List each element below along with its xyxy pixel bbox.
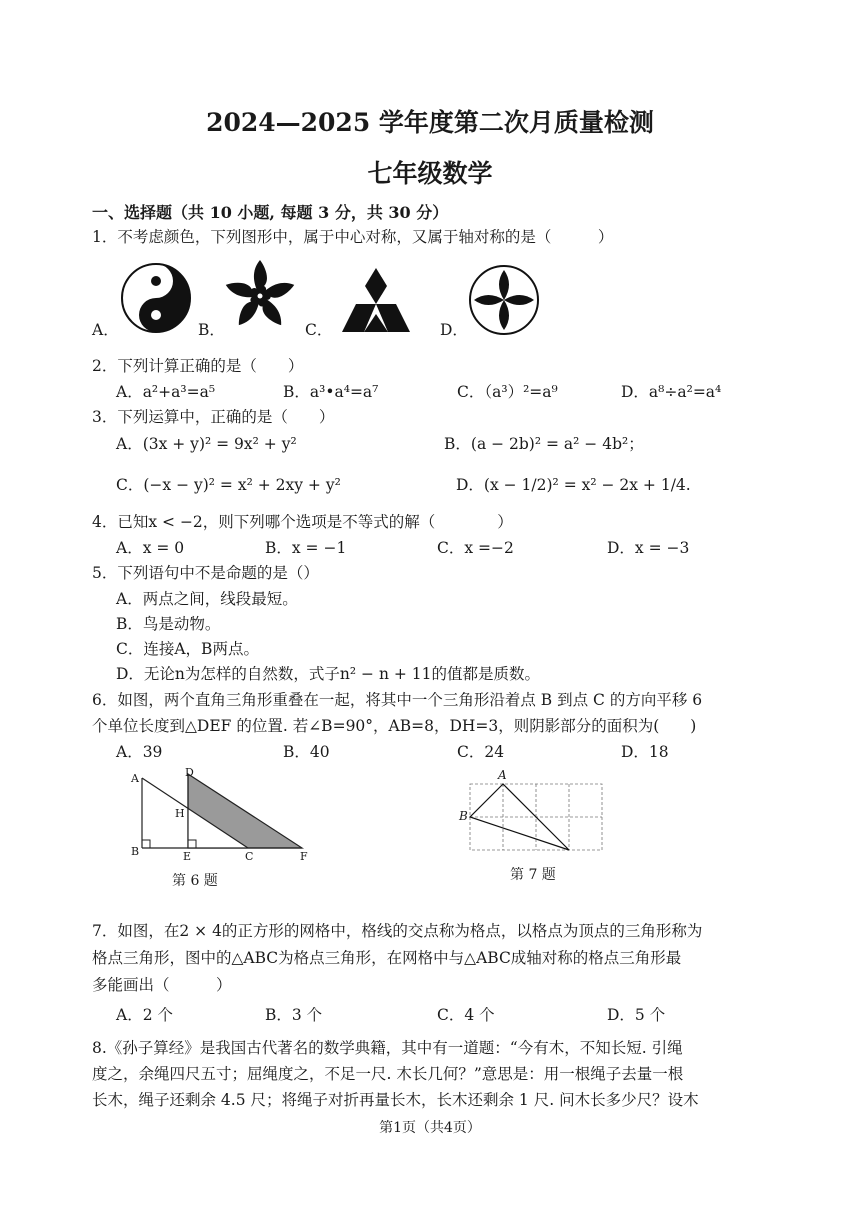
question-1-stem: 1．不考虑颜色，下列图形中，属于中心对称，又属于轴对称的是（ ） xyxy=(92,228,614,246)
q7-option-d: D．5 个 xyxy=(607,1006,666,1024)
q2-option-d: D．a⁸÷a²=a⁴ xyxy=(621,383,722,401)
q6-label-c: C xyxy=(245,850,254,863)
q5-option-a: A．两点之间，线段最短。 xyxy=(116,590,298,608)
q6-option-d: D．18 xyxy=(621,743,669,761)
four-petal-figure xyxy=(468,264,540,336)
q1-label-d: D． xyxy=(440,321,468,339)
question-8-line1: 8.《孙子算经》是我国古代著名的数学典籍，其中有一道题：“今有木，不知长短. 引绳 xyxy=(92,1039,683,1057)
section-heading: 一、选择题（共 10 小题, 每题 3 分，共 30 分） xyxy=(92,203,449,222)
bauhinia-figure xyxy=(222,258,298,334)
q7-option-a: A．2 个 xyxy=(116,1006,173,1024)
q6-option-b: B．40 xyxy=(283,743,330,761)
q2-option-b: B．a³•a⁴=a⁷ xyxy=(283,383,379,401)
question-8-line2: 度之，余绳四尺五寸；屈绳度之，不足一尺. 木长几何？”意思是：用一根绳子去量一根 xyxy=(92,1065,684,1083)
q2-option-c: C．（a³）²=a⁹ xyxy=(457,383,558,401)
q6-caption: 第 6 题 xyxy=(172,873,218,889)
q6-label-d: D xyxy=(185,766,194,779)
question-6-stem-line1: 6．如图，两个直角三角形重叠在一起，将其中一个三角形沿着点 B 到点 C 的方向平移 6 xyxy=(92,691,703,709)
exam-subtitle: 七年级数学 xyxy=(367,159,493,188)
q1-label-a: A． xyxy=(92,321,119,339)
q6-label-h: H xyxy=(175,807,185,820)
q6-label-a: A xyxy=(131,772,139,785)
q2-option-a: A．a²+a³=a⁵ xyxy=(116,383,216,401)
q6-triangles-figure xyxy=(124,764,314,864)
q6-label-b: B xyxy=(131,845,140,858)
page-number: 第1页（共4页） xyxy=(379,1120,481,1136)
q3-option-a: A．(3x + y)² = 9x² + y² xyxy=(116,435,297,453)
q6-option-a: A．39 xyxy=(116,743,163,761)
q7-caption: 第 7 题 xyxy=(510,867,556,883)
question-2-stem: 2．下列计算正确的是（ ） xyxy=(92,357,304,375)
question-7-stem-line1: 7．如图，在2 × 4的正方形的网格中，格线的交点称为格点，以格点为顶点的三角形称为 xyxy=(92,922,703,940)
q4-option-b: B．x = −1 xyxy=(265,539,347,557)
q7-label-a: A xyxy=(498,768,507,782)
q1-label-c: C． xyxy=(305,321,333,339)
q3-option-c: C．(−x − y)² = x² + 2xy + y² xyxy=(116,476,341,494)
q7-grid-figure xyxy=(468,776,608,856)
q5-option-c: C．连接A，B两点。 xyxy=(116,640,259,658)
three-diamonds-figure xyxy=(332,268,420,334)
q5-option-b: B．鸟是动物。 xyxy=(116,615,221,633)
q4-option-a: A．x = 0 xyxy=(116,539,185,557)
question-7-stem-line3: 多能画出（ ） xyxy=(92,976,232,994)
question-6-stem-line2: 个单位长度到△DEF 的位置. 若∠B=90°，AB=8，DH=3，则阴影部分的面积为( ) xyxy=(92,717,697,735)
question-3-stem: 3．下列运算中，正确的是（ ） xyxy=(92,408,335,426)
q1-label-b: B． xyxy=(198,321,225,339)
question-7-stem-line2: 格点三角形，图中的△ABC为格点三角形，在网格中与△ABC成轴对称的格点三角形最 xyxy=(92,949,682,967)
q3-option-b: B．(a − 2b)² = a² − 4b²； xyxy=(444,435,644,453)
q5-option-d: D．无论n为怎样的自然数，式子n² − n + 11的值都是质数。 xyxy=(116,665,540,683)
q3-option-d: D．(x − 1/2)² = x² − 2x + 1/4. xyxy=(456,476,691,494)
q6-option-c: C．24 xyxy=(457,743,505,761)
question-5-stem: 5．下列语句中不是命题的是（） xyxy=(92,564,319,582)
q7-option-c: C．4 个 xyxy=(437,1006,495,1024)
exam-title: 2024—2025 学年度第二次月质量检测 xyxy=(206,108,654,137)
q6-label-f: F xyxy=(300,850,308,863)
q4-option-d: D．x = −3 xyxy=(607,539,690,557)
q7-option-b: B．3 个 xyxy=(265,1006,323,1024)
q6-label-e: E xyxy=(183,850,192,863)
yin-yang-figure xyxy=(120,262,192,334)
question-4-stem: 4．已知x < −2，则下列哪个选项是不等式的解（ ） xyxy=(92,513,513,531)
q4-option-c: C．x =−2 xyxy=(437,539,514,557)
question-8-line3: 长木，绳子还剩余 4.5 尺；将绳子对折再量长木，长木还剩余 1 尺. 问木长多少尺？设木 xyxy=(92,1091,699,1109)
q7-label-b: B xyxy=(459,809,468,823)
